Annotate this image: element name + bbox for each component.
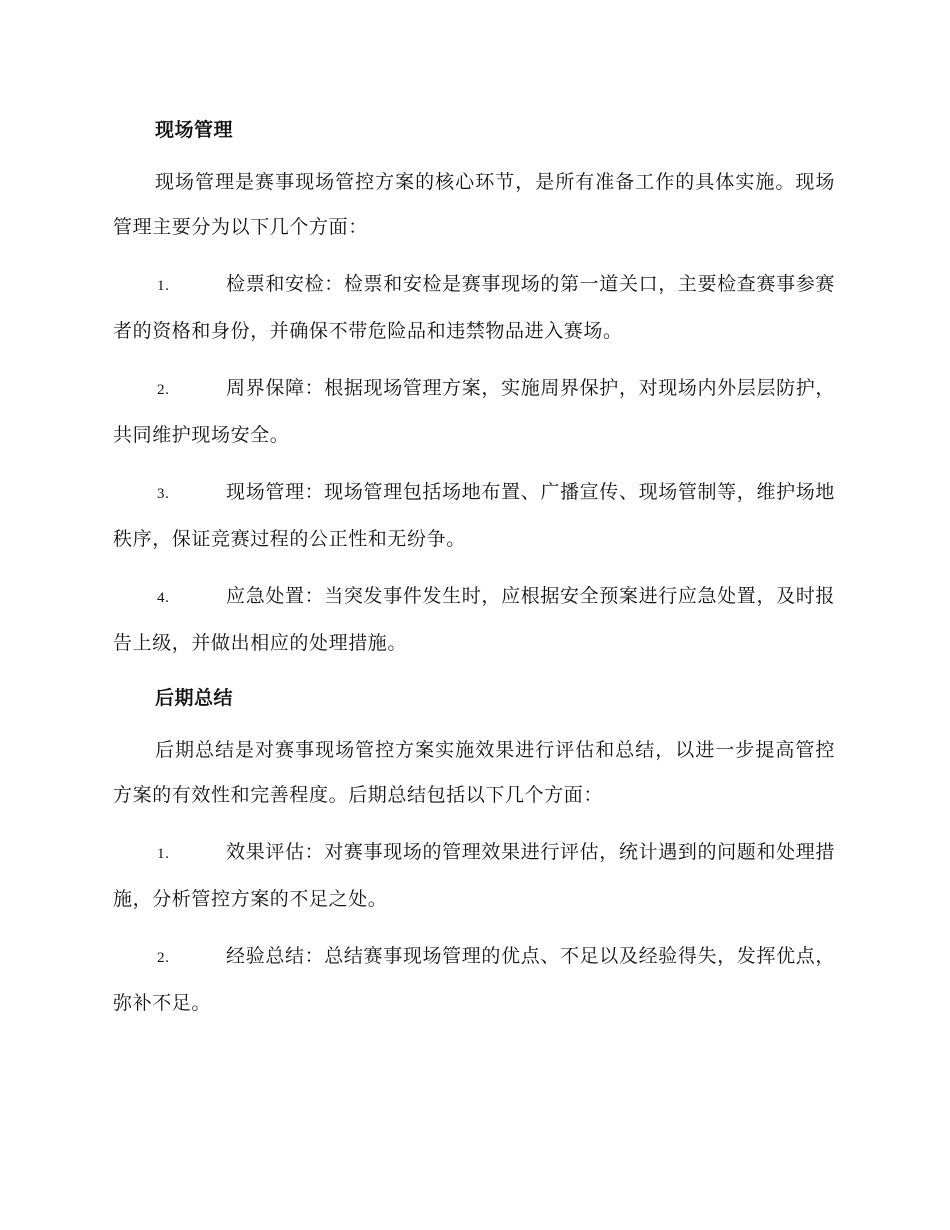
- list-item: [113, 934, 835, 1026]
- list-item: [113, 830, 835, 922]
- list-item-number: 3.: [157, 486, 170, 502]
- list-item-text: 现场管理：现场管理包括场地布置、广播宣传、现场管制等，维护场地秩序，保证竞赛过程的公正性和无纷争。: [113, 481, 835, 550]
- list-item-text: 检票和安检：检票和安检是赛事现场的第一道关口，主要检查赛事参赛者的资格和身份，并确保不带危险品和违禁物品进入赛场。: [113, 273, 835, 342]
- section-intro-paragraph: 后期总结是对赛事现场管控方案实施效果进行评估和总结，以进一步提高管控方案的有效性和完善程度。后期总结包括以下几个方面：: [113, 739, 835, 806]
- list-item-number: 4.: [157, 590, 170, 606]
- list-item-number: 2.: [157, 382, 170, 398]
- section-intro-paragraph: 现场管理是赛事现场管控方案的核心环节，是所有准备工作的具体实施。现场管理主要分为以下几个方面：: [113, 171, 835, 238]
- document-body: [113, 110, 835, 1038]
- list-item: [113, 470, 835, 562]
- section-heading: 现场管理: [155, 119, 234, 141]
- list-item-text: 效果评估：对赛事现场的管理效果进行评估，统计遇到的问题和处理措施，分析管控方案的不足之处。: [113, 841, 835, 910]
- section-onsite-management: [113, 110, 835, 666]
- list-item-number: 1.: [157, 846, 170, 862]
- section-heading: 后期总结: [155, 687, 234, 709]
- list-item-text: 经验总结：总结赛事现场管理的优点、不足以及经验得失，发挥优点，弥补不足。: [113, 945, 835, 1014]
- list-item: [113, 366, 835, 458]
- section-post-summary: [113, 678, 835, 1026]
- list-item-number: 1.: [157, 278, 170, 294]
- list-item-text: 周界保障：根据现场管理方案，实施周界保护，对现场内外层层防护，共同维护现场安全。: [113, 377, 835, 446]
- list-item-number: 2.: [157, 950, 170, 966]
- list-item: [113, 262, 835, 354]
- list-item-text: 应急处置：当突发事件发生时，应根据安全预案进行应急处置，及时报告上级，并做出相应的处理措施。: [113, 585, 835, 654]
- list-item: [113, 574, 835, 666]
